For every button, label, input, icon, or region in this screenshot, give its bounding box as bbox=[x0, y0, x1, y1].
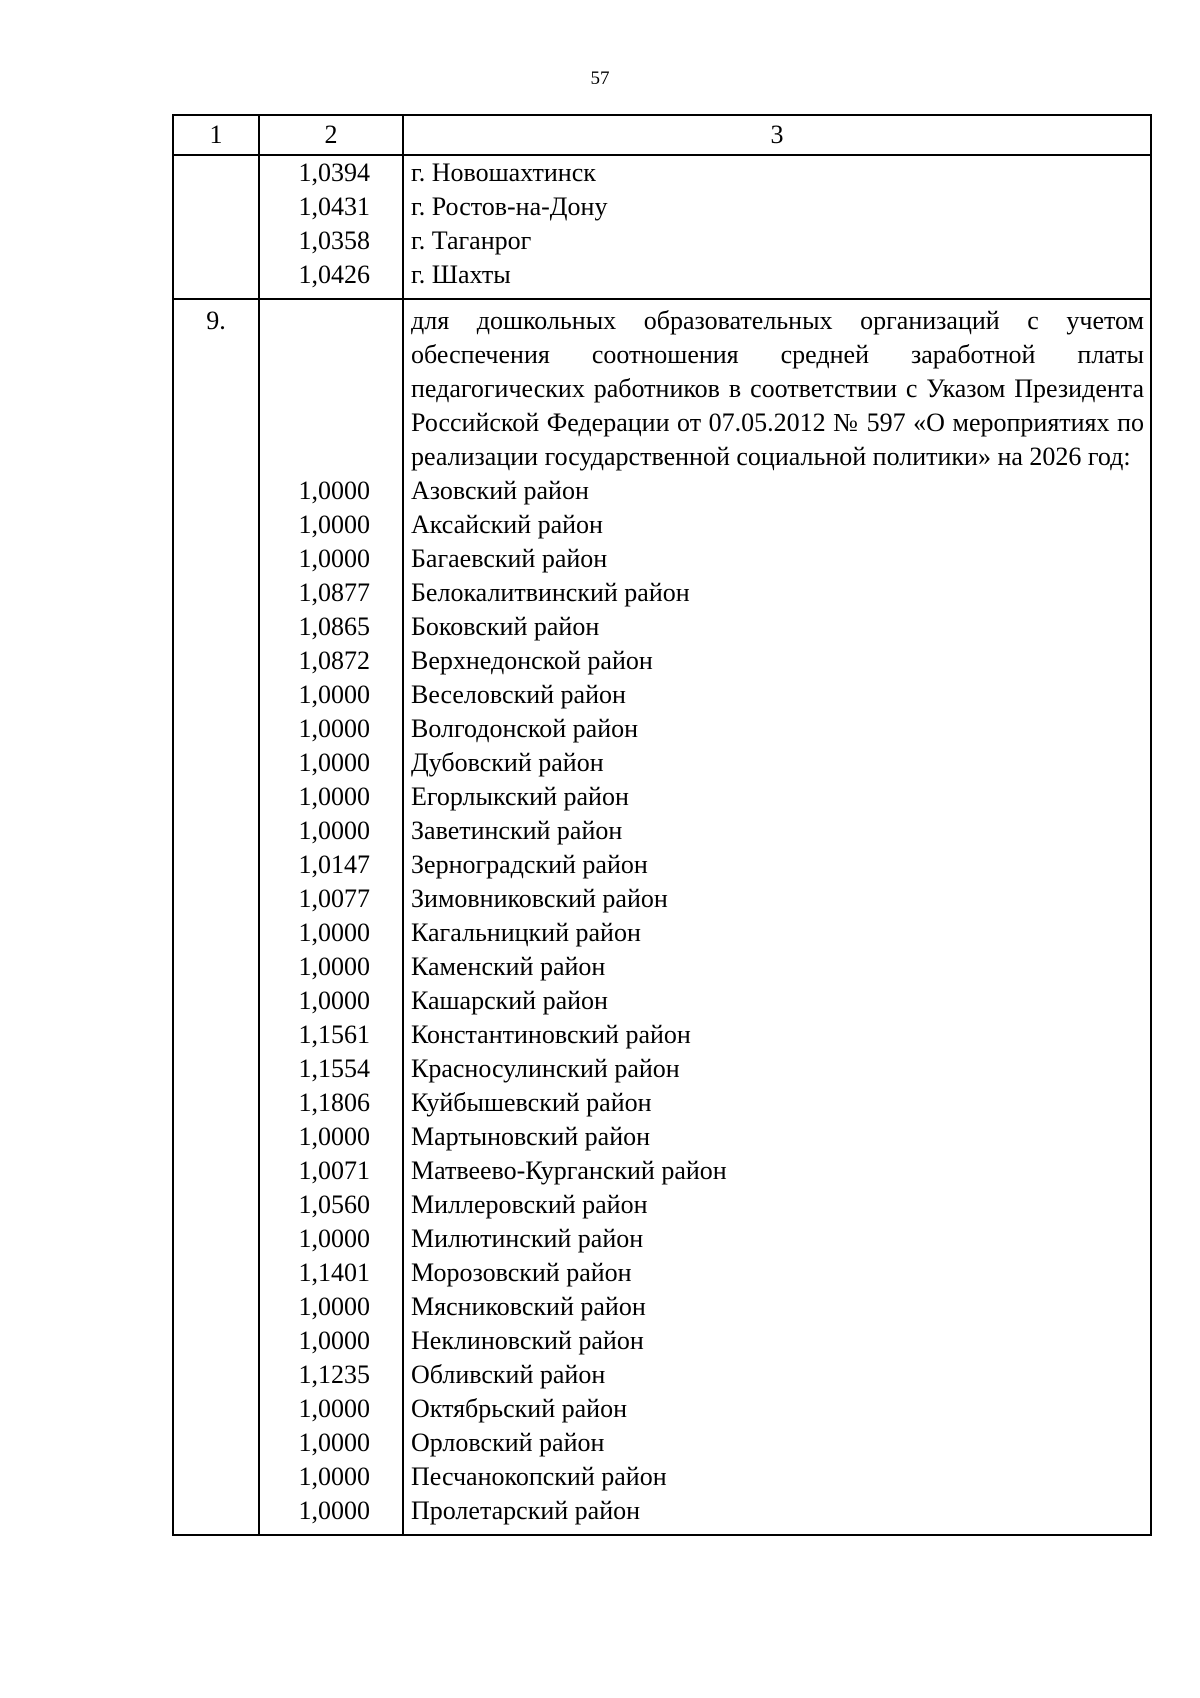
coefficient-value: 1,0877 bbox=[259, 576, 403, 610]
table-row bbox=[173, 155, 1151, 190]
table-row bbox=[173, 1392, 1151, 1426]
row-number-cell bbox=[173, 542, 259, 576]
row-number-cell bbox=[173, 1358, 259, 1392]
municipality-name: Волгодонской район bbox=[403, 712, 1151, 746]
row-number-cell bbox=[173, 1052, 259, 1086]
coefficient-value: 1,0000 bbox=[259, 1460, 403, 1494]
row-number-cell bbox=[173, 746, 259, 780]
coefficient-value: 1,0000 bbox=[259, 1120, 403, 1154]
municipality-name: Неклиновский район bbox=[403, 1324, 1151, 1358]
coefficient-value: 1,0000 bbox=[259, 678, 403, 712]
coefficient-value: 1,0000 bbox=[259, 508, 403, 542]
row-number-cell bbox=[173, 678, 259, 712]
table-row bbox=[173, 1494, 1151, 1535]
table-row bbox=[173, 712, 1151, 746]
row-number-cell bbox=[173, 780, 259, 814]
coefficient-value: 1,1806 bbox=[259, 1086, 403, 1120]
municipality-name: Заветинский район bbox=[403, 814, 1151, 848]
coefficient-value: 1,0000 bbox=[259, 1324, 403, 1358]
municipality-name: Аксайский район bbox=[403, 508, 1151, 542]
table-row bbox=[173, 224, 1151, 258]
table-row bbox=[173, 1426, 1151, 1460]
municipality-name: г. Таганрог bbox=[403, 224, 1151, 258]
row-number-cell bbox=[173, 644, 259, 678]
row-number-cell bbox=[173, 474, 259, 508]
table-row bbox=[173, 1256, 1151, 1290]
municipality-name: Октябрьский район bbox=[403, 1392, 1151, 1426]
group-cities bbox=[173, 155, 1151, 299]
item-value-empty bbox=[259, 299, 403, 474]
table-row bbox=[173, 1460, 1151, 1494]
table-row bbox=[173, 576, 1151, 610]
table-row bbox=[173, 984, 1151, 1018]
table-row bbox=[173, 508, 1151, 542]
municipality-name: Матвеево-Курганский район bbox=[403, 1154, 1151, 1188]
item-number: 9. bbox=[173, 299, 259, 474]
row-number-cell bbox=[173, 1188, 259, 1222]
row-number-cell bbox=[173, 848, 259, 882]
row-number-cell bbox=[173, 1392, 259, 1426]
table-row bbox=[173, 258, 1151, 299]
coefficients-table bbox=[172, 114, 1152, 1536]
municipality-name: Боковский район bbox=[403, 610, 1151, 644]
municipality-name: Мясниковский район bbox=[403, 1290, 1151, 1324]
row-number-cell bbox=[173, 950, 259, 984]
municipality-name: Орловский район bbox=[403, 1426, 1151, 1460]
table-row bbox=[173, 678, 1151, 712]
header-row bbox=[173, 115, 1151, 155]
row-number-cell bbox=[173, 190, 259, 224]
row-number-cell bbox=[173, 1086, 259, 1120]
coefficient-value: 1,0077 bbox=[259, 882, 403, 916]
coefficient-value: 1,0000 bbox=[259, 1426, 403, 1460]
coefficient-value: 1,0000 bbox=[259, 1290, 403, 1324]
coefficient-value: 1,0000 bbox=[259, 950, 403, 984]
municipality-name: Каменский район bbox=[403, 950, 1151, 984]
coefficient-value: 1,0358 bbox=[259, 224, 403, 258]
row-number-cell bbox=[173, 1120, 259, 1154]
coefficient-value: 1,0872 bbox=[259, 644, 403, 678]
row-number-cell bbox=[173, 1324, 259, 1358]
municipality-name: Верхнедонской район bbox=[403, 644, 1151, 678]
municipality-name: Веселовский район bbox=[403, 678, 1151, 712]
item-description: для дошкольных образовательных организаций с учетом обеспечения соотношения средней заработной платы педагогических работников в соответствии с Указом Президента Российской Федерации от 07.05.2012 № 597 «О мероприятиях по реализации государственной социальной политики» на 2026 год: bbox=[403, 299, 1151, 474]
row-number-cell bbox=[173, 1290, 259, 1324]
coefficient-value: 1,0000 bbox=[259, 916, 403, 950]
table-row bbox=[173, 190, 1151, 224]
table-row bbox=[173, 1086, 1151, 1120]
row-number-cell bbox=[173, 1426, 259, 1460]
table-row bbox=[173, 882, 1151, 916]
row-number-cell bbox=[173, 1222, 259, 1256]
row-number-cell bbox=[173, 882, 259, 916]
row-number-cell bbox=[173, 984, 259, 1018]
table-row bbox=[173, 474, 1151, 508]
municipality-name: Багаевский район bbox=[403, 542, 1151, 576]
municipality-name: Кагальницкий район bbox=[403, 916, 1151, 950]
table-row bbox=[173, 746, 1151, 780]
municipality-name: Пролетарский район bbox=[403, 1494, 1151, 1535]
municipality-name: Дубовский район bbox=[403, 746, 1151, 780]
row-number-cell bbox=[173, 258, 259, 299]
table-row bbox=[173, 1358, 1151, 1392]
header-col-2: 2 bbox=[259, 115, 403, 155]
municipality-name: Егорлыкский район bbox=[403, 780, 1151, 814]
row-number-cell bbox=[173, 814, 259, 848]
coefficient-value: 1,0431 bbox=[259, 190, 403, 224]
coefficient-value: 1,0000 bbox=[259, 474, 403, 508]
table-header bbox=[173, 115, 1151, 155]
municipality-name: Обливский район bbox=[403, 1358, 1151, 1392]
row-number-cell bbox=[173, 224, 259, 258]
coefficient-value: 1,0000 bbox=[259, 746, 403, 780]
municipality-name: Миллеровский район bbox=[403, 1188, 1151, 1222]
coefficient-value: 1,0426 bbox=[259, 258, 403, 299]
row-number-cell bbox=[173, 1154, 259, 1188]
table-row bbox=[173, 780, 1151, 814]
coefficient-value: 1,0000 bbox=[259, 780, 403, 814]
table-row bbox=[173, 644, 1151, 678]
header-col-1: 1 bbox=[173, 115, 259, 155]
municipality-name: Морозовский район bbox=[403, 1256, 1151, 1290]
table-row bbox=[173, 1188, 1151, 1222]
coefficient-value: 1,0394 bbox=[259, 155, 403, 190]
table-row bbox=[173, 1052, 1151, 1086]
row-number-cell bbox=[173, 1256, 259, 1290]
header-col-3: 3 bbox=[403, 115, 1151, 155]
table-row bbox=[173, 814, 1151, 848]
table-row bbox=[173, 1018, 1151, 1052]
table-row bbox=[173, 1324, 1151, 1358]
municipality-name: Песчанокопский район bbox=[403, 1460, 1151, 1494]
row-number-cell bbox=[173, 610, 259, 644]
row-number-cell bbox=[173, 155, 259, 190]
municipality-name: г. Новошахтинск bbox=[403, 155, 1151, 190]
coefficient-value: 1,0000 bbox=[259, 984, 403, 1018]
row-number-cell bbox=[173, 576, 259, 610]
municipality-name: Кашарский район bbox=[403, 984, 1151, 1018]
municipality-name: Милютинский район bbox=[403, 1222, 1151, 1256]
table-row bbox=[173, 610, 1151, 644]
page-number: 57 bbox=[590, 68, 610, 89]
table-row bbox=[173, 542, 1151, 576]
municipality-name: Зимовниковский район bbox=[403, 882, 1151, 916]
table-row bbox=[173, 916, 1151, 950]
table-row bbox=[173, 1222, 1151, 1256]
table-row bbox=[173, 1154, 1151, 1188]
municipality-name: Азовский район bbox=[403, 474, 1151, 508]
row-number-cell bbox=[173, 508, 259, 542]
row-number-cell bbox=[173, 1460, 259, 1494]
municipality-name: Зерноградский район bbox=[403, 848, 1151, 882]
coefficient-value: 1,1235 bbox=[259, 1358, 403, 1392]
item-9-intro-row bbox=[173, 299, 1151, 474]
coefficient-value: 1,0000 bbox=[259, 1222, 403, 1256]
table-row bbox=[173, 1290, 1151, 1324]
row-number-cell bbox=[173, 712, 259, 746]
coefficient-value: 1,0000 bbox=[259, 814, 403, 848]
coefficient-value: 1,1554 bbox=[259, 1052, 403, 1086]
row-number-cell bbox=[173, 916, 259, 950]
table-row bbox=[173, 950, 1151, 984]
coefficient-value: 1,0147 bbox=[259, 848, 403, 882]
coefficient-value: 1,0000 bbox=[259, 1494, 403, 1535]
table-row bbox=[173, 848, 1151, 882]
municipality-name: Куйбышевский район bbox=[403, 1086, 1151, 1120]
municipality-name: Красносулинский район bbox=[403, 1052, 1151, 1086]
row-number-cell bbox=[173, 1018, 259, 1052]
municipality-name: Константиновский район bbox=[403, 1018, 1151, 1052]
coefficient-value: 1,0071 bbox=[259, 1154, 403, 1188]
table-row bbox=[173, 1120, 1151, 1154]
municipality-name: Белокалитвинский район bbox=[403, 576, 1151, 610]
coefficient-value: 1,1561 bbox=[259, 1018, 403, 1052]
coefficient-value: 1,1401 bbox=[259, 1256, 403, 1290]
coefficient-value: 1,0000 bbox=[259, 1392, 403, 1426]
municipality-name: г. Ростов-на-Дону bbox=[403, 190, 1151, 224]
coefficient-value: 1,0865 bbox=[259, 610, 403, 644]
coefficient-value: 1,0000 bbox=[259, 712, 403, 746]
row-number-cell bbox=[173, 1494, 259, 1535]
municipality-name: Мартыновский район bbox=[403, 1120, 1151, 1154]
coefficient-value: 1,0000 bbox=[259, 542, 403, 576]
group-item-9 bbox=[173, 299, 1151, 1535]
coefficient-value: 1,0560 bbox=[259, 1188, 403, 1222]
municipality-name: г. Шахты bbox=[403, 258, 1151, 299]
